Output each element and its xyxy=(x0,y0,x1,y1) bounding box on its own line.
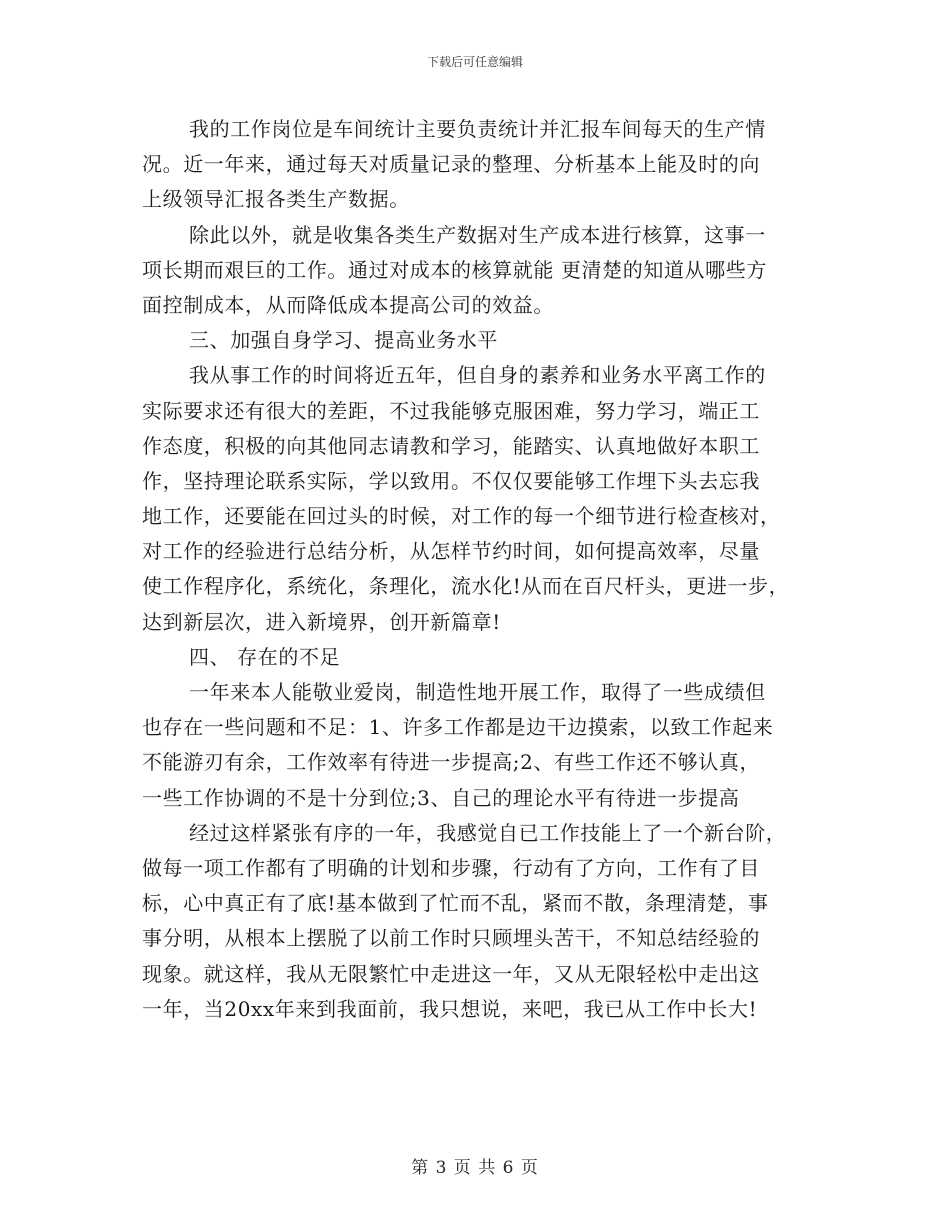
text-line: 也存在一些问题和不足：1、许多工作都是边干边摸索，以致工作起来 xyxy=(142,715,774,740)
text-line: 三、加强自身学习、提高业务水平 xyxy=(189,328,498,353)
text-line: 不能游刃有余，工作效率有待进一步提高;2、有些工作还不够认真， xyxy=(142,750,761,775)
text-line: 作，坚持理论联系实际，学以致用。不仅仅要能够工作埋下头去忘我 xyxy=(142,468,760,493)
text-line: 使工作程序化，系统化，条理化，流水化!从而在百尺杆头，更进一步， xyxy=(142,574,790,599)
text-line: 上级领导汇报各类生产数据。 xyxy=(142,187,410,212)
text-line: 对工作的经验进行总结分析，从怎样节约时间，如何提高效率，尽量 xyxy=(142,539,760,564)
text-line: 除此以外，就是收集各类生产数据对生产成本进行核算，这事一 xyxy=(189,222,766,247)
text-line: 经过这样紧张有序的一年，我感觉自已工作技能上了一个新台阶， xyxy=(189,820,787,845)
text-line: 达到新层次，进入新境界，创开新篇章! xyxy=(142,609,501,634)
text-line: 我的工作岗位是车间统计主要负责统计并汇报车间每天的生产情 xyxy=(189,117,766,141)
text-line: 实际要求还有很大的差距，不过我能够克服困难，努力学习，端正工 xyxy=(142,398,760,423)
page-header: 下载后可任意编辑 xyxy=(426,55,523,69)
text-line: 作态度，积极的向其他同志请教和学习，能踏实、认真地做好本职工 xyxy=(142,433,760,458)
text-line: 标，心中真正有了底!基本做到了忙而不乱，紧而不散，条理清楚，事 xyxy=(142,891,769,916)
text-line: 一些工作协调的不是十分到位;3、自己的理论水平有待进一步提高 xyxy=(142,785,740,810)
page-footer: 第 3 页 共 6 页 xyxy=(411,1158,539,1178)
text-line: 况。近一年来，通过每天对质量记录的整理、分析基本上能及时的向 xyxy=(142,152,760,177)
text-line: 一年来本人能敬业爱岗，制造性地开展工作，取得了一些成绩但 xyxy=(189,680,766,704)
text-line: 四、 存在的不足 xyxy=(189,644,341,669)
text-line: 现象。就这样，我从无限繁忙中走进这一年，又从无限轻松中走出这 xyxy=(142,961,760,986)
text-line: 地工作，还要能在回过头的时候，对工作的每一个细节进行检查核对， xyxy=(142,504,781,529)
text-line: 项长期而艰巨的工作。通过对成本的核算就能 更清楚的知道从哪些方 xyxy=(142,257,767,282)
text-line: 面控制成本，从而降低成本提高公司的效益。 xyxy=(142,292,554,317)
text-line: 我从事工作的时间将近五年，但自身的素养和业务水平离工作的 xyxy=(189,363,766,388)
document-body xyxy=(142,112,822,1027)
text-line: 一年，当20xx年来到我面前，我只想说，来吧，我已从工作中长大! xyxy=(142,996,758,1021)
text-line: 事分明，从根本上摆脱了以前工作时只顾埋头苦干，不知总结经验的 xyxy=(142,926,760,951)
text-line: 做每一项工作都有了明确的计划和步骤，行动有了方向，工作有了目 xyxy=(142,855,760,880)
